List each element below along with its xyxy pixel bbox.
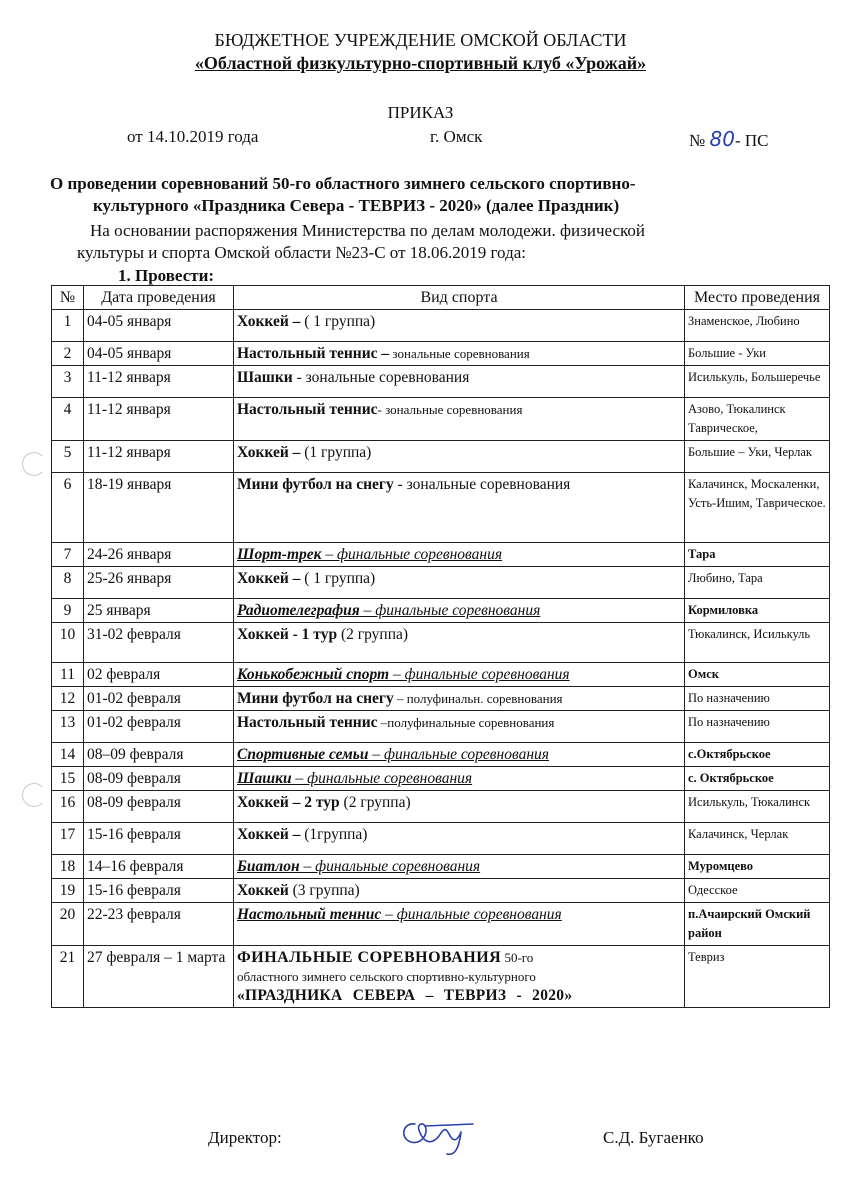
table-row <box>52 567 830 599</box>
cell-date: 22-23 февраля <box>84 903 234 946</box>
cell-place: Калачинск, Москаленки, Усть-Ишим, Таврическое. <box>685 473 830 543</box>
cell-number: 9 <box>52 599 84 623</box>
sport-detail: ( 1 группа) <box>300 313 376 330</box>
table-row <box>52 441 830 473</box>
sport-name: Настольный теннис <box>237 714 378 731</box>
table-row <box>52 623 830 663</box>
table-body <box>52 310 830 1008</box>
cell-date: 15-16 февраля <box>84 823 234 855</box>
cell-date: 01-02 февраля <box>84 687 234 711</box>
sport-detail: (1 группа) <box>300 444 372 461</box>
order-subject <box>50 173 790 217</box>
cell-number: 21 <box>52 946 84 1008</box>
header-sport: Вид спорта <box>234 286 685 310</box>
table-row <box>52 398 830 441</box>
sport-name: Хоккей – 2 тур <box>237 794 340 811</box>
sport-detail: (3 группа) <box>288 882 360 899</box>
cell-date: 24-26 января <box>84 543 234 567</box>
cell-number: 1 <box>52 310 84 342</box>
punch-hole-mark <box>22 452 46 476</box>
cell-place: По назначению <box>685 711 830 743</box>
table-row <box>52 879 830 903</box>
table-row <box>52 687 830 711</box>
sport-name: Настольный теннис <box>237 401 378 418</box>
cell-place: с.Октябрьское <box>685 743 830 767</box>
number-suffix: - ПС <box>734 131 769 150</box>
cell-number: 15 <box>52 767 84 791</box>
cell-number: 11 <box>52 663 84 687</box>
cell-sport <box>234 663 685 687</box>
cell-place: Азово, Тюкалинск Таврическое, <box>685 398 830 441</box>
cell-number: 18 <box>52 855 84 879</box>
sport-detail: – полуфинальн. соревнования <box>393 691 563 706</box>
sport-name: Настольный теннис <box>237 906 382 923</box>
sport-name: Мини футбол на снегу <box>237 690 394 707</box>
sport-detail: (2 группа) <box>337 626 409 643</box>
cell-date: 14–16 февраля <box>84 855 234 879</box>
cell-date: 04-05 января <box>84 310 234 342</box>
number-prefix: № <box>689 131 706 150</box>
header-number: № <box>52 286 84 310</box>
cell-sport <box>234 791 685 823</box>
cell-sport <box>234 855 685 879</box>
cell-number: 10 <box>52 623 84 663</box>
sport-name: Хоккей – <box>237 444 301 461</box>
cell-date: 01-02 февраля <box>84 711 234 743</box>
cell-sport <box>234 687 685 711</box>
cell-sport <box>234 711 685 743</box>
basis-line-1: На основании распоряжения Министерства по делам молодежи. физической <box>90 221 645 240</box>
order-date: от 14.10.2019 года <box>127 127 259 146</box>
cell-place: с. Октябрьское <box>685 767 830 791</box>
sport-name: Радиотелеграфия <box>237 602 360 619</box>
order-city: г. Омск <box>430 127 483 146</box>
org-line-1: БЮДЖЕТНОЕ УЧРЕЖДЕНИЕ ОМСКОЙ ОБЛАСТИ <box>214 30 627 50</box>
cell-sport <box>234 366 685 398</box>
sport-name: Шорт-трек <box>237 546 322 563</box>
cell-sport <box>234 310 685 342</box>
sport-detail: – финальные соревнования <box>299 858 481 875</box>
cell-number: 2 <box>52 342 84 366</box>
sport-name: Хоккей <box>237 882 289 899</box>
cell-sport <box>234 599 685 623</box>
sport-detail: – финальные соревнования <box>368 746 549 763</box>
cell-place: Большие – Уки, Черлак <box>685 441 830 473</box>
cell-date: 31-02 февраля <box>84 623 234 663</box>
table-row <box>52 342 830 366</box>
cell-number: 17 <box>52 823 84 855</box>
sport-name: Спортивные семьи <box>237 746 369 763</box>
final-subtitle: областного зимнего сельского спортивно-культурного <box>237 969 536 984</box>
cell-date: 18-19 января <box>84 473 234 543</box>
cell-place: По назначению <box>685 687 830 711</box>
cell-date: 15-16 февраля <box>84 879 234 903</box>
cell-date: 25-26 января <box>84 567 234 599</box>
cell-date: 08–09 февраля <box>84 743 234 767</box>
subject-line-2: культурного «Праздника Севера - ТЕВРИЗ - 2020» (далее Праздник) <box>93 196 620 215</box>
cell-place: Тюкалинск, Исилькуль <box>685 623 830 663</box>
cell-date: 08-09 февраля <box>84 767 234 791</box>
cell-place: Тевриз <box>685 946 830 1008</box>
cell-place: Калачинск, Черлак <box>685 823 830 855</box>
sport-name: Шашки <box>237 369 293 386</box>
cell-date: 04-05 января <box>84 342 234 366</box>
cell-number: 13 <box>52 711 84 743</box>
order-number <box>689 127 768 151</box>
cell-number: 6 <box>52 473 84 543</box>
sport-detail: - зональные соревнования <box>377 402 523 417</box>
cell-place: Знаменское, Любино <box>685 310 830 342</box>
cell-sport <box>234 543 685 567</box>
sport-name: Хоккей – <box>237 826 301 843</box>
sport-name: Настольный теннис – <box>237 345 390 362</box>
cell-sport <box>234 441 685 473</box>
sport-name: Хоккей – <box>237 313 301 330</box>
cell-sport <box>234 767 685 791</box>
cell-sport <box>234 946 685 1008</box>
table-row <box>52 711 830 743</box>
table-row <box>52 823 830 855</box>
cell-date: 08-09 февраля <box>84 791 234 823</box>
sport-detail: (1группа) <box>300 826 368 843</box>
cell-date: 25 января <box>84 599 234 623</box>
sport-name: Хоккей - 1 тур <box>237 626 338 643</box>
signature-icon <box>395 1112 485 1157</box>
table-row <box>52 663 830 687</box>
sport-name: Конькобежный спорт <box>237 666 390 683</box>
cell-sport <box>234 823 685 855</box>
cell-sport <box>234 623 685 663</box>
sport-detail: – финальные соревнования <box>359 602 541 619</box>
subject-line-1: О проведении соревнований 50-го областного зимнего сельского спортивно- <box>50 174 636 193</box>
cell-sport <box>234 398 685 441</box>
sport-detail: зональные соревнования <box>389 346 530 361</box>
cell-place: п.Ачаирский Омский район <box>685 903 830 946</box>
punch-hole-mark <box>22 783 46 807</box>
cell-place: Муромцево <box>685 855 830 879</box>
cell-sport <box>234 567 685 599</box>
sport-detail: (2 группа) <box>339 794 411 811</box>
cell-number: 19 <box>52 879 84 903</box>
table-header-row <box>52 286 830 310</box>
cell-date: 02 февраля <box>84 663 234 687</box>
sport-detail: ( 1 группа) <box>300 570 376 587</box>
final-event-name: «ПРАЗДНИКА СЕВЕРА – ТЕВРИЗ - 2020» <box>237 987 573 1004</box>
table-row <box>52 473 830 543</box>
table-row <box>52 855 830 879</box>
table-row <box>52 767 830 791</box>
cell-place: Исилькуль, Тюкалинск <box>685 791 830 823</box>
cell-sport <box>234 743 685 767</box>
document-type: ПРИКАЗ <box>387 103 454 122</box>
cell-date: 11-12 января <box>84 398 234 441</box>
signature-position: Директор: <box>208 1128 282 1147</box>
events-table <box>51 285 830 1008</box>
final-title-suffix: 50-го <box>501 950 534 965</box>
number-handwritten: 80 <box>709 127 735 151</box>
action-heading: 1. Провести: <box>118 266 215 285</box>
cell-place: Одесское <box>685 879 830 903</box>
table-row <box>52 791 830 823</box>
header-date: Дата проведения <box>84 286 234 310</box>
cell-sport <box>234 473 685 543</box>
sport-detail: - зональные соревнования <box>393 476 571 493</box>
order-basis <box>60 220 780 264</box>
cell-number: 8 <box>52 567 84 599</box>
cell-number: 7 <box>52 543 84 567</box>
sport-detail: – финальные соревнования <box>291 770 473 787</box>
cell-sport <box>234 342 685 366</box>
cell-number: 16 <box>52 791 84 823</box>
sport-detail: – финальные соревнования <box>389 666 570 683</box>
table-row <box>52 543 830 567</box>
sport-detail: – финальные соревнования <box>381 906 562 923</box>
cell-number: 3 <box>52 366 84 398</box>
cell-sport <box>234 879 685 903</box>
cell-number: 14 <box>52 743 84 767</box>
table-row <box>52 903 830 946</box>
sport-name: Хоккей – <box>237 570 301 587</box>
sport-detail: –полуфинальные соревнования <box>377 715 555 730</box>
cell-place: Исилькуль, Большеречье <box>685 366 830 398</box>
sport-name: Шашки <box>237 770 292 787</box>
signatory-name: С.Д. Бугаенко <box>603 1128 704 1147</box>
table-row <box>52 310 830 342</box>
cell-place: Большие - Уки <box>685 342 830 366</box>
cell-place: Тара <box>685 543 830 567</box>
sport-detail: - зональные соревнования <box>292 369 470 386</box>
cell-number: 5 <box>52 441 84 473</box>
sport-name: Биатлон <box>237 858 300 875</box>
cell-place: Любино, Тара <box>685 567 830 599</box>
cell-number: 20 <box>52 903 84 946</box>
table-row <box>52 599 830 623</box>
sport-detail: – финальные соревнования <box>321 546 503 563</box>
org-line-2: «Областной физкультурно-спортивный клуб «Урожай» <box>194 53 647 73</box>
final-title: ФИНАЛЬНЫЕ СОРЕВНОВАНИЯ <box>237 949 502 966</box>
basis-line-2: культуры и спорта Омской области №23-С от 18.06.2019 года: <box>77 243 526 262</box>
cell-place: Кормиловка <box>685 599 830 623</box>
sport-name: Мини футбол на снегу <box>237 476 394 493</box>
table-row <box>52 366 830 398</box>
header-place: Место проведения <box>685 286 830 310</box>
cell-date: 11-12 января <box>84 441 234 473</box>
table-row <box>52 946 830 1008</box>
cell-sport <box>234 903 685 946</box>
cell-number: 4 <box>52 398 84 441</box>
table-row <box>52 743 830 767</box>
cell-number: 12 <box>52 687 84 711</box>
cell-date: 27 февраля – 1 марта <box>84 946 234 1008</box>
cell-date: 11-12 января <box>84 366 234 398</box>
cell-place: Омск <box>685 663 830 687</box>
